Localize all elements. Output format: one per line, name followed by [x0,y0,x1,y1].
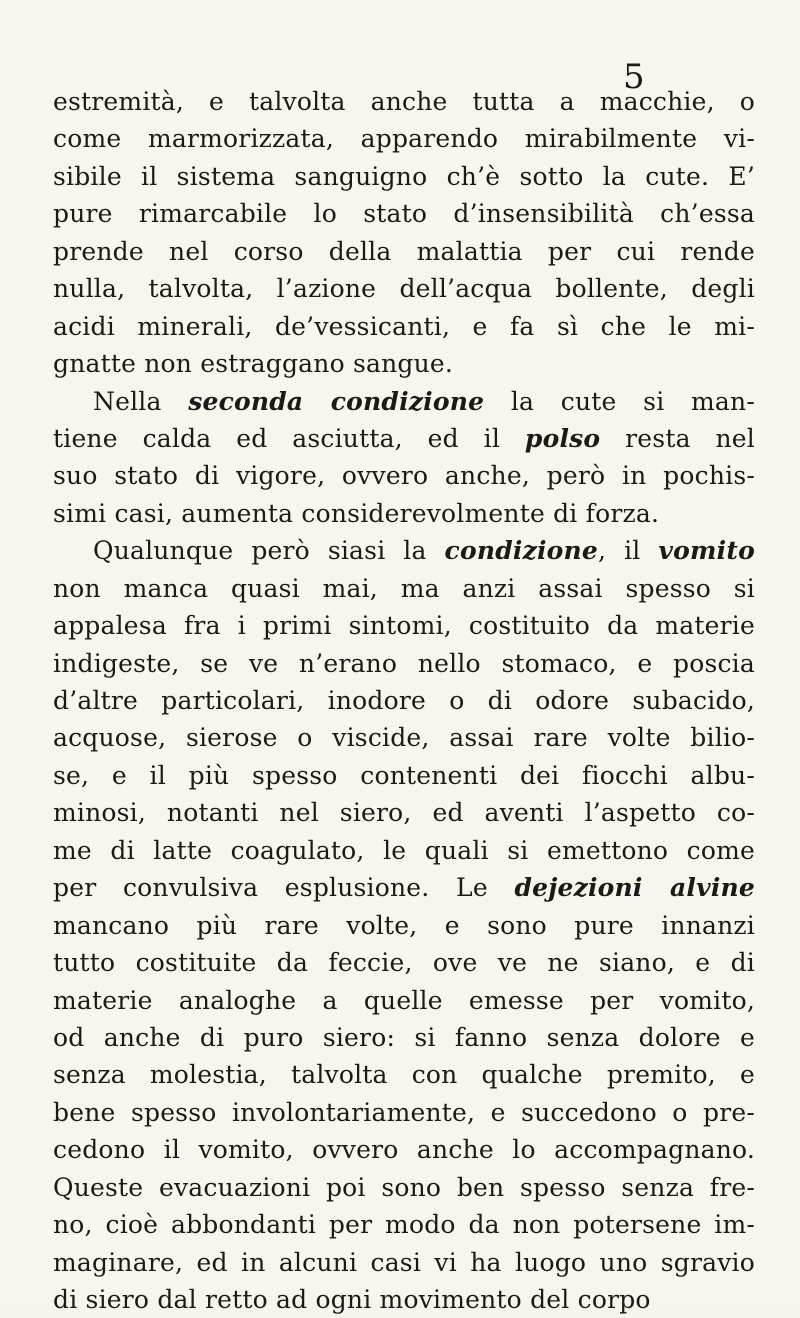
text-line: non manca quasi mai, ma anzi assai spesso si [53,573,755,603]
text-line: acquose, sierose o viscide, assai rare volte bilio- [53,723,755,753]
text-line: minosi, notanti nel siero, ed aventi l’aspetto co- [53,798,755,828]
body-text [53,83,755,1318]
text-line: appalesa fra i primi sintomi, costituito da materie [53,611,755,641]
text-line: acidi minerali, de’vessicanti, e fa sì che le mi- [53,311,755,341]
italic-term: vomito [658,536,755,566]
text-line: senza molestia, talvolta con qualche premito, e [53,1060,755,1090]
text-line: od anche di puro siero: si fanno senza dolore e [53,1022,755,1052]
text-line: indigeste, se ve n’erano nello stomaco, e poscia [53,648,755,678]
italic-term: dejezioni alvine [514,873,755,903]
text-line: suo stato di vigore, ovvero anche, però in pochis- [53,461,755,491]
text-line: simi casi, aumenta considerevolmente di forza. [53,498,660,528]
text-line: pure rimarcabile lo stato d’insensibilità ch’essa [53,199,755,229]
text-line: Queste evacuazioni poi sono ben spesso senza fre- [53,1172,755,1202]
text-line: se, e il più spesso contenenti dei fiocchi albu- [53,760,755,790]
text-line: me di latte coagulato, le quali si emettono come [53,835,755,865]
italic-term: seconda condizione [188,386,485,416]
line-text: resta nel [600,423,755,453]
line-text: Nella [93,386,189,416]
text-line: gnatte non estraggano sangue. [53,349,454,379]
text-line: prende nel corso della malattia per cui rende [53,236,755,266]
line-text: Qualunque però siasi la [93,536,445,566]
text-line: materie analoghe a quelle emesse per vomito, [53,985,755,1015]
text-line: cedono il vomito, ovvero anche lo accompagnano. [53,1135,755,1165]
text-line: estremità, e talvolta anche tutta a macchie, o [53,87,755,116]
text-line: bene spesso involontariamente, e succedono o pre- [53,1097,755,1127]
italic-term: polso [524,423,601,453]
line-text: la cute si man- [484,386,755,416]
text-line: maginare, ed in alcuni casi vi ha luogo uno sgravio [53,1247,755,1277]
text-line: tutto costituite da feccie, ove ve ne siano, e di [53,948,755,978]
text-line: di siero dal retto ad ogni movimento del corpo [53,1285,651,1314]
line-text: , il [598,536,659,566]
page-number: 5 [623,57,645,97]
line-text: per convulsiva esplusione. Le [53,873,515,903]
text-line: mancano più rare volte, e sono pure innanzi [53,910,755,940]
text-line [53,383,755,420]
text-line [53,869,755,906]
text-line [53,532,755,569]
text-line [53,420,755,457]
italic-term: condizione [444,536,599,566]
text-line: come marmorizzata, apparendo mirabilmente vi- [53,124,755,154]
line-text: tiene calda ed asciutta, ed il [53,423,525,453]
text-line: no, cioè abbondanti per modo da non potersene im- [53,1210,755,1240]
text-line: sibile il sistema sanguigno ch’è sotto la cute. E’ [53,161,755,191]
text-line: nulla, talvolta, l’azione dell’acqua bollente, degli [53,274,755,304]
text-line: d’altre particolari, inodore o di odore subacido, [53,686,755,715]
